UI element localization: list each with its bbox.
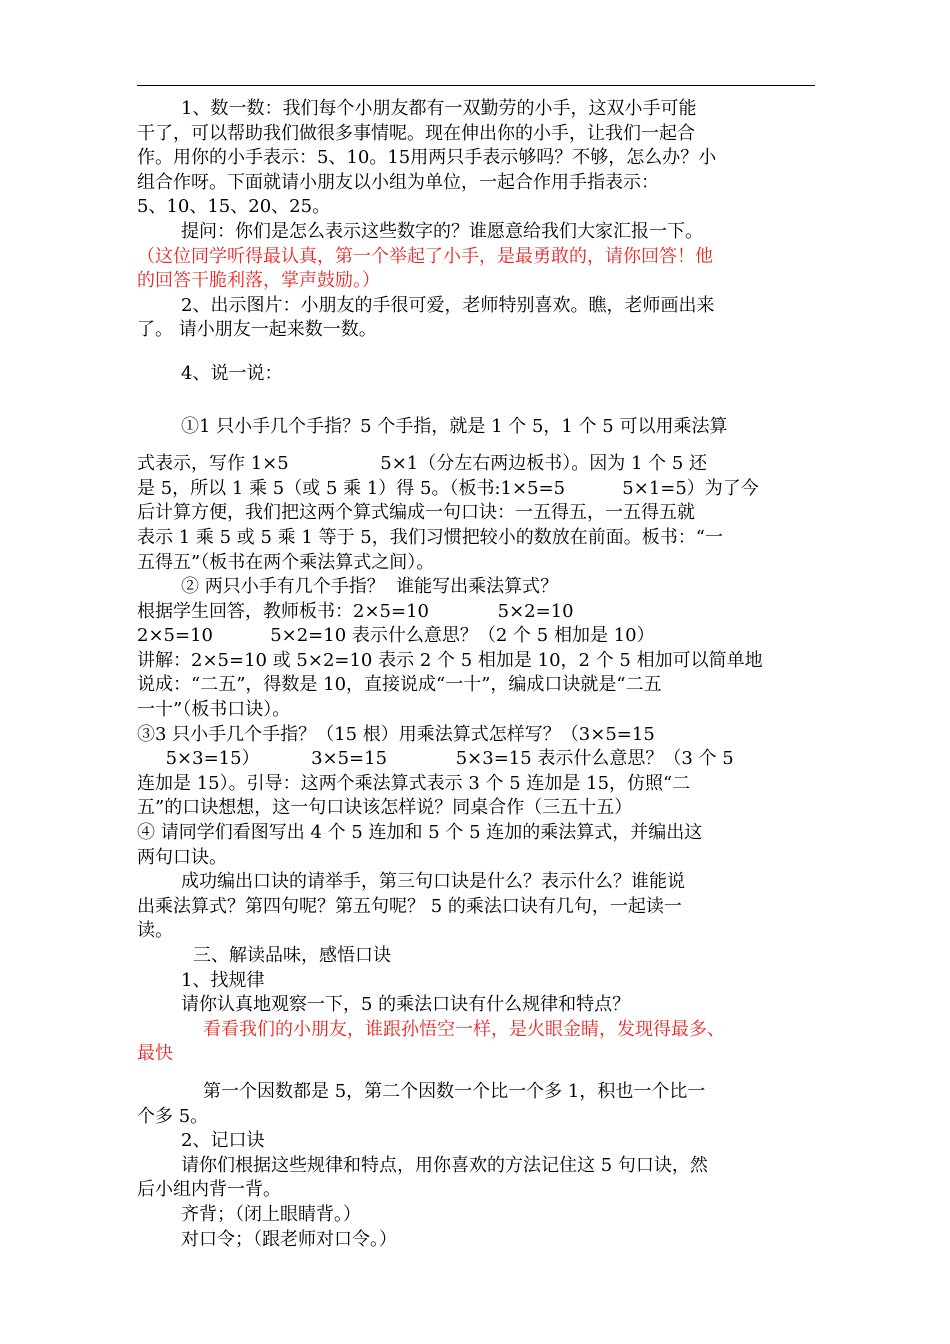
- subheading-memorize: 2、记口诀: [181, 1130, 265, 1152]
- summary-line: 成功编出口诀的请举手，第三句口诀是什么？表示什么？谁能说: [181, 871, 685, 893]
- pattern-prompt: 请你认真地观察一下，5 的乘法口诀有什么规律和特点？: [181, 994, 631, 1016]
- memorize-line: 请你们根据这些规律和特点，用你喜欢的方法记住这 5 句口诀，然: [181, 1154, 708, 1176]
- step1-line: 表示 1 乘 5 或 5 乘 1 等于 5，我们习惯把较小的数放在前面。板书：“一: [137, 526, 723, 548]
- praise-line: 的回答干脆利落，掌声鼓励。）: [137, 270, 380, 292]
- picture-line: 2、出示图片：小朋友的手很可爱，老师特别喜欢。瞧，老师画出来: [181, 294, 715, 316]
- step3-line: 五”的口诀想想，这一句口诀该怎样说？同桌合作（三五十五）: [137, 797, 633, 819]
- step1-line: 式表示，写作 1×5 5×1（分左右两边板书）。因为 1 个 5 还: [137, 453, 708, 475]
- subheading-find-pattern: 1、找规律: [181, 969, 265, 991]
- step2-line: 说成：“二五”，得数是 10，直接说成“一十”，编成口诀就是“二五: [137, 674, 662, 696]
- pattern-encourage: 看看我们的小朋友，谁跟孙悟空一样，是火眼金睛，发现得最多、: [203, 1018, 725, 1040]
- step1-line: ①1 只小手几个手指？5 个手指，就是 1 个 5，1 个 5 可以用乘法算: [181, 415, 728, 437]
- section-heading: 4、说一说：: [181, 362, 283, 384]
- summary-line: 出乘法算式？第四句呢？第五句呢？ 5 的乘法口诀有几句，一起读一: [137, 895, 682, 917]
- step3-line: 连加是 15）。引导：这两个乘法算式表示 3 个 5 连加是 15，仿照“二: [137, 772, 691, 794]
- summary-line: 读。: [137, 920, 173, 942]
- step2-line: 2×5=10 5×2=10 表示什么意思？（2 个 5 相加是 10）: [137, 625, 655, 647]
- step1-line: 是 5，所以 1 乘 5（或 5 乘 1）得 5。（板书:1×5=5 5×1=5）为了今: [137, 477, 759, 499]
- memorize-line: 对口令；（跟老师对口令。）: [181, 1228, 397, 1250]
- step2-line: ② 两只小手有几个手指？ 谁能写出乘法算式？: [181, 576, 559, 598]
- step2-line: 一十”（板书口诀）。: [137, 699, 291, 721]
- step2-line: 讲解：2×5=10 或 5×2=10 表示 2 个 5 相加是 10，2 个 5 相加可以简单地: [137, 649, 763, 671]
- step1-line: 五得五”（板书在两个乘法算式之间）。: [137, 551, 435, 573]
- step2-line: 根据学生回答，教师板书：2×5=10 5×2=10: [137, 600, 574, 622]
- lesson-body: [137, 97, 817, 1252]
- step4-line: 两句口诀。: [137, 846, 227, 868]
- para-count-line: 作。用你的小手表示：5、10。15用两只手表示够吗？不够，怎么办？小: [137, 147, 717, 169]
- memorize-line: 齐背；（闭上眼睛背。）: [181, 1203, 361, 1225]
- pattern-encourage: 最快: [137, 1043, 173, 1065]
- memorize-line: 后小组内背一背。: [137, 1179, 281, 1201]
- para-count-line: 干了，可以帮助我们做很多事情呢。现在伸出你的小手，让我们一起合: [137, 122, 695, 144]
- para-count-line: 1、数一数：我们每个小朋友都有一双勤劳的小手，这双小手可能: [181, 98, 697, 119]
- step3-line: 5×3=15） 3×5=15 5×3=15 表示什么意思？（3 个 5: [137, 748, 734, 770]
- step4-line: ④ 请同学们看图写出 4 个 5 连加和 5 个 5 连加的乘法算式，并编出这: [137, 822, 703, 844]
- picture-line: 了。 请小朋友一起来数一数。: [137, 319, 377, 341]
- para-count-line: 组合作呀。下面就请小朋友以小组为单位，一起合作用手指表示：: [137, 171, 659, 193]
- step1-line: 后计算方便，我们把这两个算式编成一句口诀：一五得五，一五得五就: [137, 502, 695, 524]
- praise-line: （这位同学听得最认真，第一个举起了小手，是最勇敢的，请你回答！他: [137, 245, 713, 267]
- section-three-heading: 三、解读品味，感悟口诀: [193, 945, 391, 966]
- step3-line: ③3 只小手几个手指？（15 根）用乘法算式怎样写？（3×5=15: [137, 723, 655, 745]
- para-count-line: 5、10、15、20、25。: [137, 196, 331, 218]
- question-line: 提问：你们是怎么表示这些数字的？谁愿意给我们大家汇报一下。: [181, 220, 703, 242]
- pattern-answer: 个多 5。: [137, 1105, 209, 1127]
- header-rule: [137, 85, 815, 86]
- pattern-answer: 第一个因数都是 5，第二个因数一个比一个多 1，积也一个比一: [203, 1080, 706, 1102]
